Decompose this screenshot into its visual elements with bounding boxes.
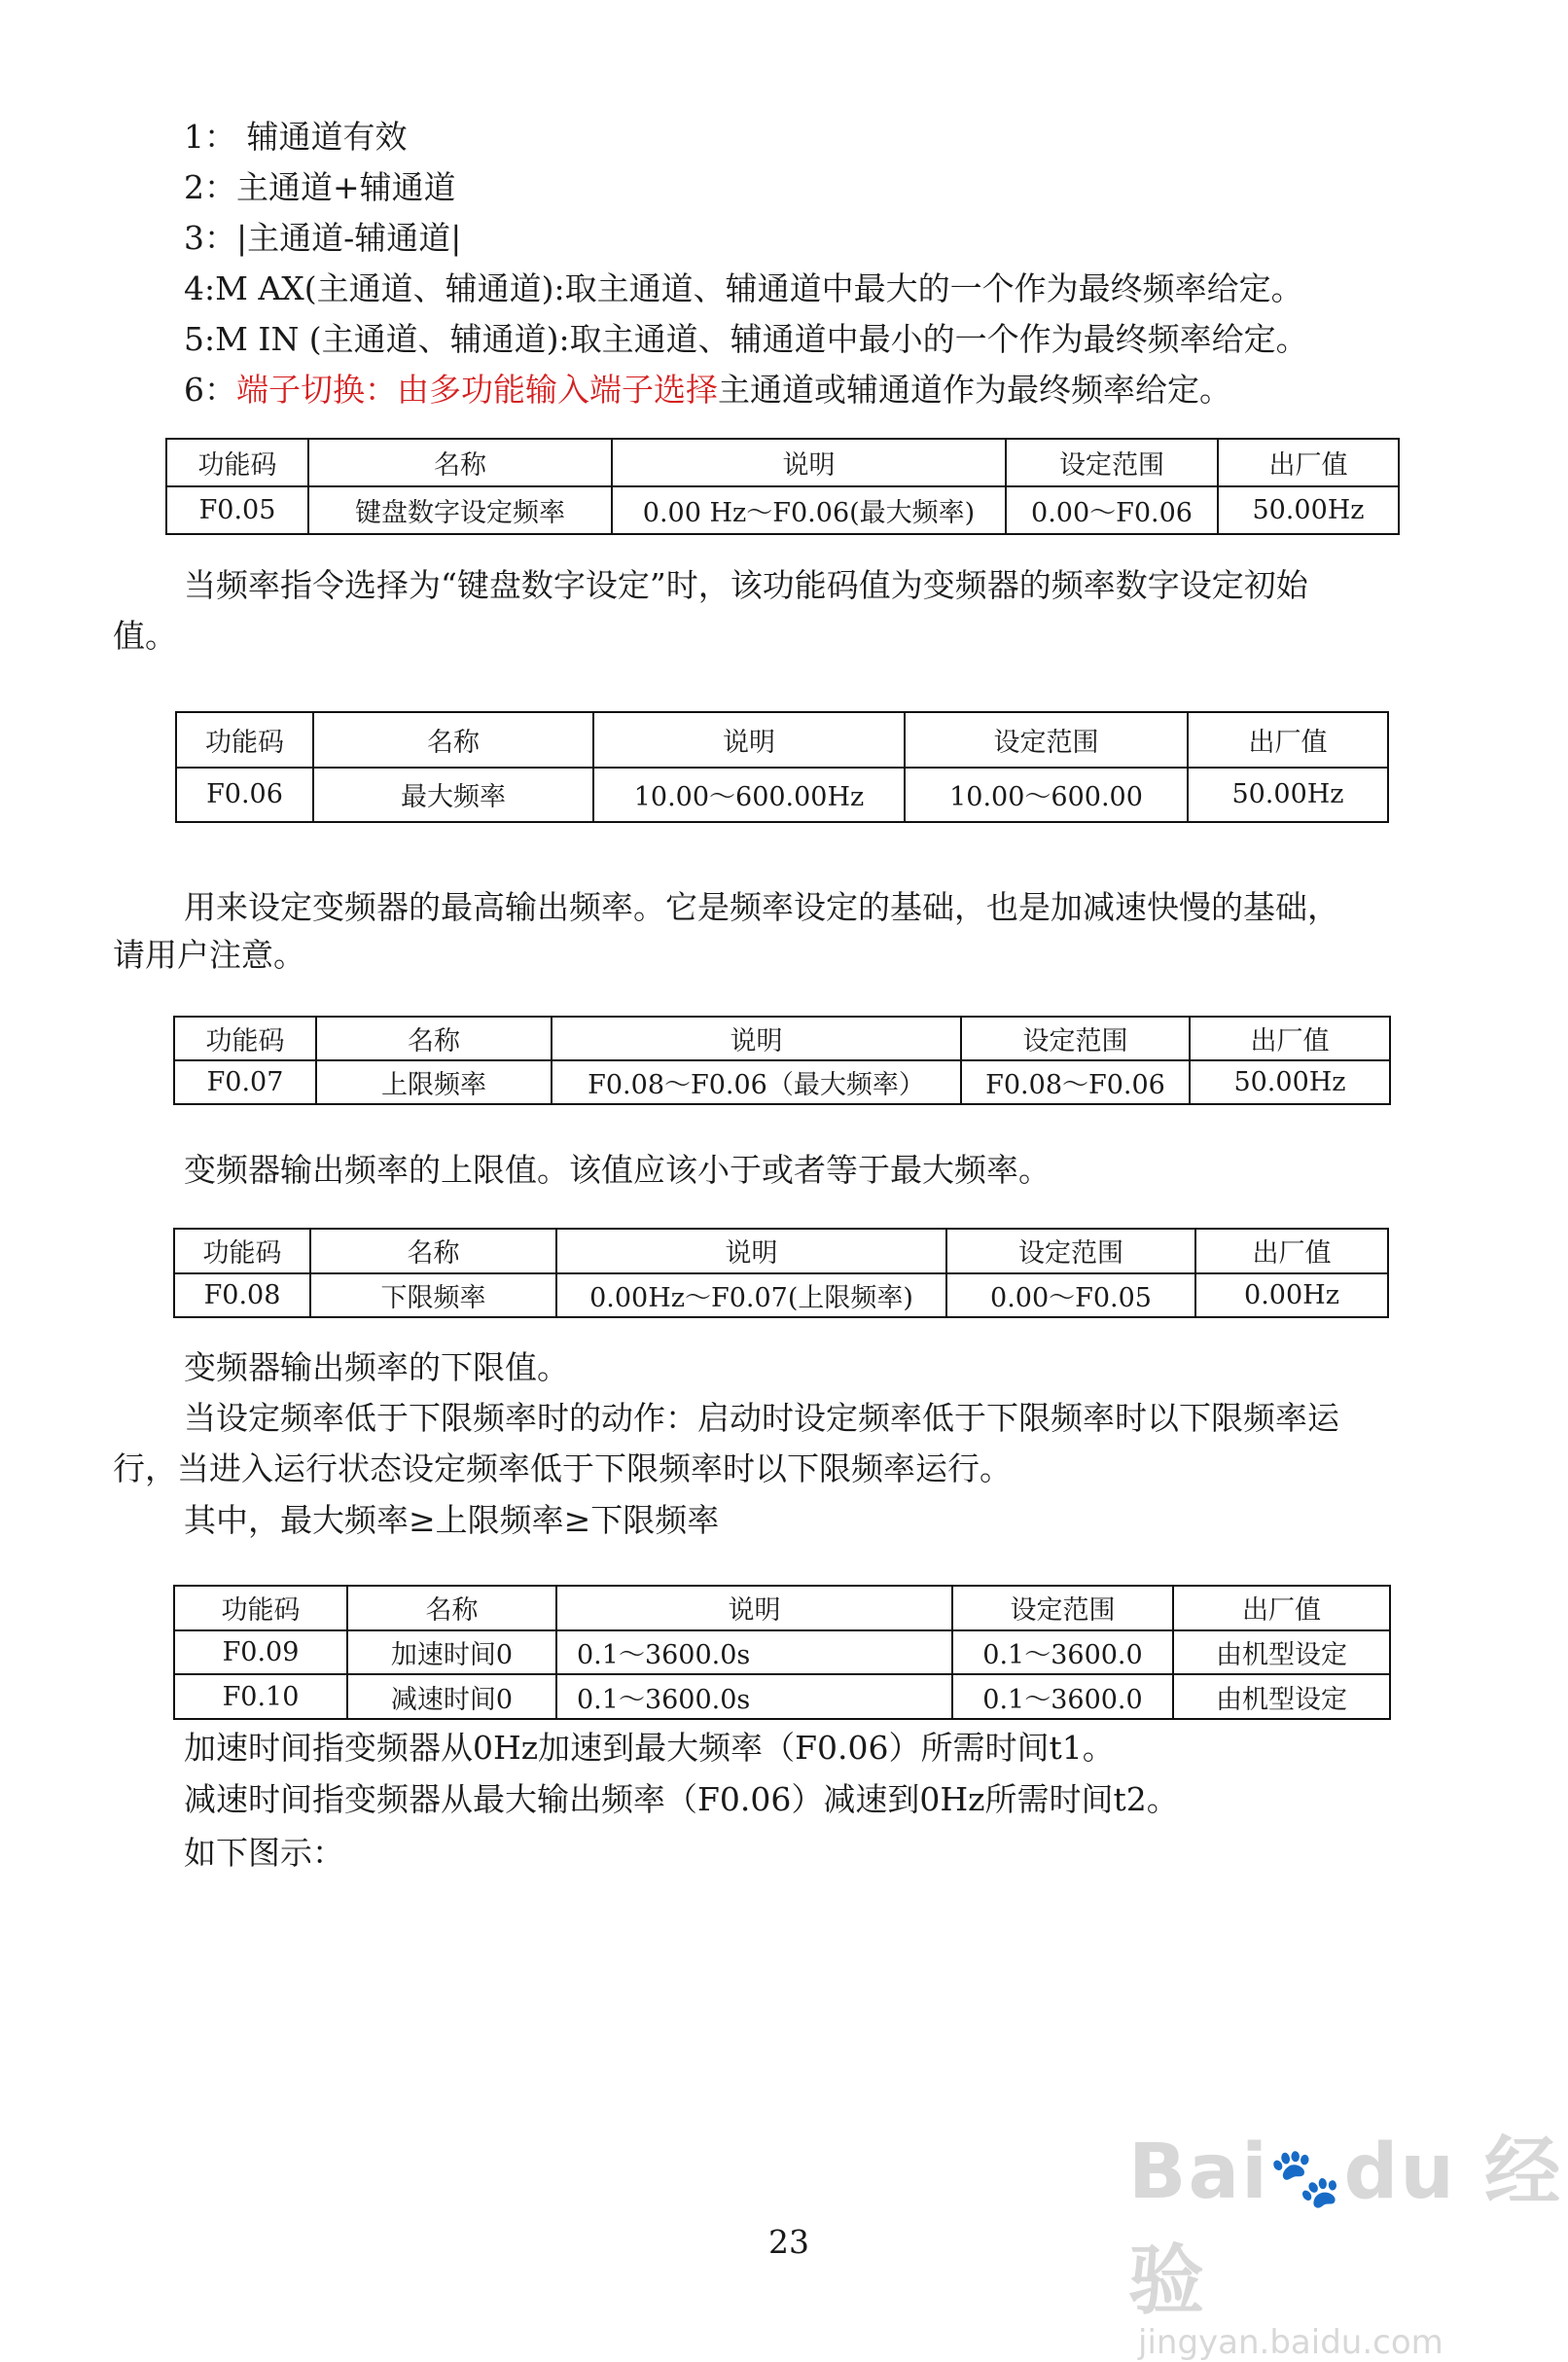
column-header: 功能码 [166,439,308,486]
table-cell: 键盘数字设定频率 [308,486,612,534]
table-row [174,1674,1390,1719]
table-cell: 0.1～3600.0 [952,1630,1173,1675]
table-cell: 0.00Hz [1195,1273,1388,1318]
paragraph: 如下图示： [184,1834,344,1872]
paragraph: 变频器输出频率的下限值。 [184,1348,569,1386]
column-header: 说明 [556,1229,946,1273]
table-cell: F0.05 [166,486,308,534]
paragraph: 当设定频率低于下限频率时的动作：启动时设定频率低于下限频率时以下限频率运 [184,1399,1339,1437]
column-header: 说明 [556,1586,952,1630]
column-header: 说明 [593,712,905,768]
column-header: 名称 [313,712,593,768]
table-cell: 减速时间0 [347,1674,556,1719]
column-header: 名称 [316,1017,552,1060]
table-cell: 50.00Hz [1188,768,1388,823]
table-cell: 0.1～3600.0s [556,1674,952,1719]
table-cell: 0.00～F0.05 [946,1273,1195,1318]
table-cell: 10.00～600.00Hz [593,768,905,823]
column-header: 名称 [347,1586,556,1630]
option-2: 2：主通道+辅通道 [184,168,456,206]
page-number: 23 [768,2223,809,2261]
table-cell: 最大频率 [313,768,593,823]
paragraph: 值。 [113,617,177,655]
param-table-f0-07 [173,1016,1391,1105]
table-cell: 50.00Hz [1190,1060,1390,1104]
paragraph: 变频器输出频率的上限值。该值应该小于或者等于最大频率。 [184,1151,1051,1189]
column-header: 名称 [310,1229,556,1273]
column-header: 功能码 [174,1586,347,1630]
table-cell: F0.07 [174,1060,316,1104]
column-header: 名称 [308,439,612,486]
column-header: 设定范围 [952,1586,1173,1630]
column-header: 设定范围 [905,712,1188,768]
option-3: 3：|主通道-辅通道| [184,219,462,257]
table-cell: F0.09 [174,1630,347,1675]
paragraph: 用来设定变频器的最高输出频率。它是频率设定的基础，也是加减速快慢的基础， [184,888,1339,926]
table-cell: 0.00Hz～F0.07(上限频率) [556,1273,946,1318]
table-cell: F0.10 [174,1674,347,1719]
table-row [176,768,1388,823]
table-cell: 加速时间0 [347,1630,556,1675]
column-header: 说明 [552,1017,961,1060]
watermark-logo: Bai🐾du 经验 [1128,2129,1563,2325]
option-5: 5:M IN (主通道、辅通道):取主通道、辅通道中最小的一个作为最终频率给定。 [184,320,1308,358]
column-header: 出厂值 [1218,439,1399,486]
param-table-f0-06 [175,711,1389,823]
table-cell: 下限频率 [310,1273,556,1318]
table-header-row [174,1586,1390,1630]
option-1: 1： 辅通道有效 [184,118,408,156]
table-cell: 由机型设定 [1173,1674,1390,1719]
param-table-f0-05 [165,438,1400,535]
table-cell: 由机型设定 [1173,1630,1390,1675]
table-cell: F0.08～F0.06（最大频率） [552,1060,961,1104]
table-cell: 0.00～F0.06 [1006,486,1218,534]
paragraph: 其中，最大频率≥上限频率≥下限频率 [184,1501,720,1539]
table-cell: 0.1～3600.0 [952,1674,1173,1719]
column-header: 设定范围 [946,1229,1195,1273]
paragraph: 减速时间指变频器从最大输出频率（F0.06）减速到0Hz所需时间t2。 [184,1780,1179,1818]
option-6: 6：端子切换：由多功能输入端子选择主通道或辅通道作为最终频率给定。 [184,371,1231,409]
table-cell: F0.08～F0.06 [961,1060,1190,1104]
column-header: 功能码 [176,712,313,768]
table-header-row [166,439,1399,486]
table-row [174,1060,1390,1104]
option-4: 4:M AX(主通道、辅通道):取主通道、辅通道中最大的一个作为最终频率给定。 [184,269,1303,307]
column-header: 设定范围 [1006,439,1218,486]
table-header-row [174,1017,1390,1060]
table-header-row [174,1229,1388,1273]
baidu-jingyan-watermark [1128,2111,1568,2362]
column-header: 出厂值 [1188,712,1388,768]
column-header: 功能码 [174,1229,310,1273]
param-table-f0-09-f0-10 [173,1585,1391,1720]
paragraph: 当频率指令选择为“键盘数字设定”时，该功能码值为变频器的频率数字设定初始 [184,566,1308,604]
column-header: 说明 [612,439,1006,486]
paragraph: 行，当进入运行状态设定频率低于下限频率时以下限频率运行。 [113,1449,1012,1487]
table-cell: 10.00～600.00 [905,768,1188,823]
table-header-row [176,712,1388,768]
table-cell: F0.08 [174,1273,310,1318]
paragraph: 加速时间指变频器从0Hz加速到最大频率（F0.06）所需时间t1。 [184,1729,1115,1767]
table-cell: 0.00 Hz～F0.06(最大频率) [612,486,1006,534]
table-cell: F0.06 [176,768,313,823]
table-cell: 0.1～3600.0s [556,1630,952,1675]
column-header: 功能码 [174,1017,316,1060]
table-row [166,486,1399,534]
watermark-url: jingyan.baidu.com [1138,2323,1443,2362]
table-row [174,1630,1390,1675]
table-cell: 上限频率 [316,1060,552,1104]
paragraph: 请用户注意。 [113,936,305,974]
column-header: 设定范围 [961,1017,1190,1060]
table-cell: 50.00Hz [1218,486,1399,534]
column-header: 出厂值 [1195,1229,1388,1273]
param-table-f0-08 [173,1228,1389,1318]
column-header: 出厂值 [1190,1017,1390,1060]
table-row [174,1273,1388,1318]
column-header: 出厂值 [1173,1586,1390,1630]
